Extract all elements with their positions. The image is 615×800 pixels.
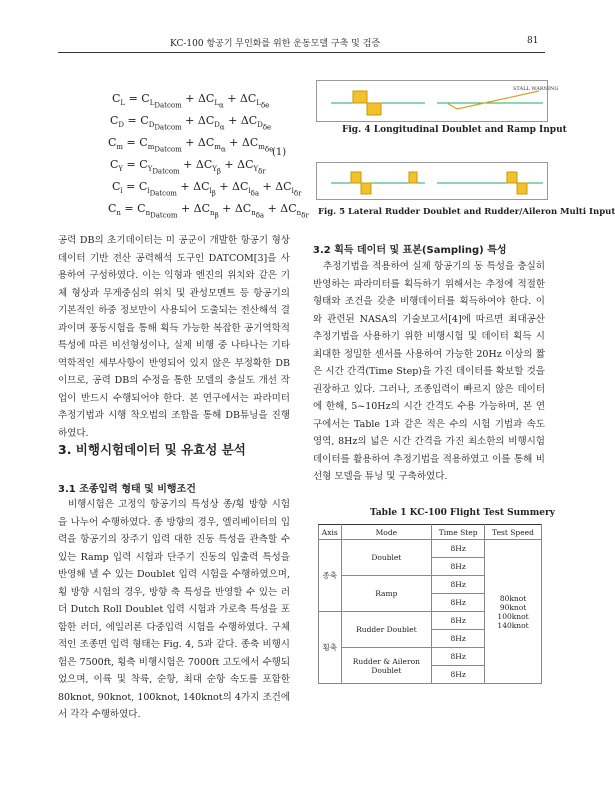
- mode-rudder-aileron-line2: Doublet: [371, 665, 402, 675]
- mode-doublet: Doublet: [341, 540, 432, 576]
- time-step-cell: 8Hz: [432, 666, 485, 684]
- time-step-cell: 8Hz: [432, 558, 485, 576]
- stall-warning-label: STALL WARNING: [513, 86, 559, 92]
- time-step-cell: 8Hz: [432, 648, 485, 666]
- th-mode: Mode: [341, 525, 432, 540]
- axis-longitudinal: 종축: [319, 540, 342, 612]
- equation-cl: $C_L = C_{L_{Datcom}} + \Delta C_{L_\alpha} + \Delta C_{L_{\delta e}}$: [112, 92, 270, 110]
- time-step-cell: 8Hz: [432, 594, 485, 612]
- time-step-cell: 8Hz: [432, 576, 485, 594]
- section-3-2-paragraph: [313, 258, 545, 486]
- running-header: [0, 36, 600, 50]
- intro-text: 공력 DB의 초기데이터는 미 공군이 개발한 항공기 형상 데이터 기반 전산 공력해석 도구인 DATCOM[3]을 사용하여 구성하였다. 이는 익형과 엔진의 위치와 같은 기체 형상과 무게중심의 위치 및 관성모멘트 등 항공기의 기본적인 하중 정보만이 사용되어 도출되는 전산해석 결과이며 풍동시험을 통해 획득 가능한 복잡한 공기역학적 특성에 따른 비선형성이나, 실제 비행 중 나타나는 기타 역학적인 세부사항이 반영되어 있지 않은 부정확한 DB이므로, 공력 DB의 수정을 통한 모델의 충실도 개선 작업이 반드시 수행되어야 한다. 본 연구에서는 파라미터 추정기법과 시행 착오법의 조합을 통해 DB튜닝을 진행하였다.: [58, 235, 290, 439]
- section-3-1-title: 3.1 조종입력 형태 및 비행조건: [58, 484, 196, 495]
- test-speed-cell: [485, 540, 542, 684]
- section-3-title: 3. 비행시험데이터 및 유효성 분석: [58, 442, 246, 457]
- section-3-2-text: 추정기법을 적용하여 실제 항공기의 동 특성을 충실히 반영하는 파라미터를 획득하기 위해서는 추정에 적절한 형태와 조건을 갖춘 비행데이터를 획득하여야 한다. 이와 관련된 NASA의 기술보고서[4]에 따르면 최대공산 추정기법을 사용하기 위한 비행시험 및 데이터 획득 시 최대한 정밀한 센서를 사용하여 가능한 20Hz 이상의 짧은 시간 간격(Time Step)을 가진 데이터를 확보할 것을 권장하고 있다. 그러나, 조종입력이 빠르지 않은 데이터에 한해, 5~10Hz의 시간 간격도 수용 가능하며, 본 연구에서는 Table 1과 같은 적은 수의 시험 기법과 속도 영역, 8Hz의 넓은 시간 간격을 가진 최소한의 비행시험 데이터를 활용하여 추정기법을 적용하였고 이를 통해 비선형 모델을 튜닝 및 구축하였다.: [313, 261, 545, 482]
- axis-lateral: 횡축: [319, 612, 342, 684]
- equation-cl-roll: $C_l = C_{l_{Datcom}} + \Delta C_{l_\beta} + \Delta C_{l_{\delta a}} + \Delta C_{l_{\delta r}}$: [112, 180, 302, 198]
- table-row: [319, 540, 542, 558]
- figure-4-plot: [317, 81, 559, 121]
- speed-100: 100knot: [497, 611, 529, 621]
- time-step-cell: 8Hz: [432, 630, 485, 648]
- figure-4: [316, 80, 559, 122]
- header-rule: [58, 52, 545, 53]
- time-step-cell: 8Hz: [432, 540, 485, 558]
- th-axis: Axis: [319, 525, 342, 540]
- speed-80: 80knot: [499, 593, 527, 603]
- th-test-speed: Test Speed: [485, 525, 542, 540]
- mode-rudder-aileron-line1: Rudder & Aileron: [352, 656, 420, 666]
- equation-cn: $C_n = C_{n_{Datcom}} + \Delta C_{n_\beta} + \Delta C_{n_{\delta a}} + \Delta C_{n_{\delta r}}$: [108, 202, 309, 220]
- section-3-1-paragraph: [58, 496, 290, 724]
- figure-5-caption: Fig. 5 Lateral Rudder Doublet and Rudder/Aileron Multi Input: [318, 207, 615, 217]
- section-3-1-text: 비행시험은 고정익 항공기의 특성상 종/횡 방향 시험을 나누어 수행하였다. 종 방향의 경우, 엘리베이터의 입력을 항공기의 장주기 입력 대한 진동 특성을 관측할 수 있는 Ramp 입력 시험과 단주기 진동의 입출력 특성을 반영해 낼 수 있는 Doublet 입력 시험을 수행하였으며, 횡 방향 시험의 경우, 방향 축 특성을 반영할 수 있는 러더 Dutch Roll Doublet 입력 시험과 가로축 특성을 포함한 러더, 에일러론 다중입력 시험을 수행하였다. 구체적인 조종면 입력 형태는 Fig. 4, 5과 같다. 종축 비행시험은 7500ft, 횡축 비행시험은 7000ft 고도에서 수행되었으며, 이륙 및 착륙, 순항, 최대 순항 속도를 포함한 80knot, 90knot, 100knot, 140knot의 4가지 조건에서 각각 수행하였다.: [58, 499, 290, 720]
- flight-test-table: [318, 524, 542, 684]
- th-time-step: Time Step: [432, 525, 485, 540]
- speed-90: 90knot: [499, 602, 527, 612]
- equation-number: (1): [272, 147, 287, 158]
- speed-140: 140knot: [497, 620, 529, 630]
- time-step-cell: 8Hz: [432, 612, 485, 630]
- mode-rudder-doublet: Rudder Doublet: [341, 612, 432, 648]
- table-header-row: [319, 525, 542, 540]
- table-1-caption: Table 1 KC-100 Flight Test Summery: [370, 508, 555, 518]
- section-3-2-title: 3.2 획득 데이터 및 표본(Sampling) 특성: [313, 245, 507, 256]
- intro-paragraph: [58, 232, 290, 442]
- mode-ramp: Ramp: [341, 576, 432, 612]
- equation-cm: $C_m = C_{m_{Datcom}} + \Delta C_{m_\alpha} + \Delta C_{m_{\delta e}}$: [108, 136, 274, 154]
- equation-cy: $C_Y = C_{Y_{Datcom}} + \Delta C_{Y_\beta} + \Delta C_{Y_{\delta r}}$: [110, 158, 266, 176]
- figure-5: [316, 162, 548, 200]
- figure-5-plot: [317, 163, 547, 199]
- mode-rudder-aileron: [341, 648, 432, 684]
- header-title: KC-100 항공기 무인화를 위한 운동모델 구축 및 검증: [170, 39, 381, 49]
- equation-cd: $C_D = C_{D_{Datcom}} + \Delta C_{D_\alpha} + \Delta C_{D_{\delta e}}$: [110, 114, 272, 132]
- figure-4-caption: Fig. 4 Longitudinal Doublet and Ramp Input: [342, 125, 567, 135]
- page-number: 81: [527, 36, 539, 46]
